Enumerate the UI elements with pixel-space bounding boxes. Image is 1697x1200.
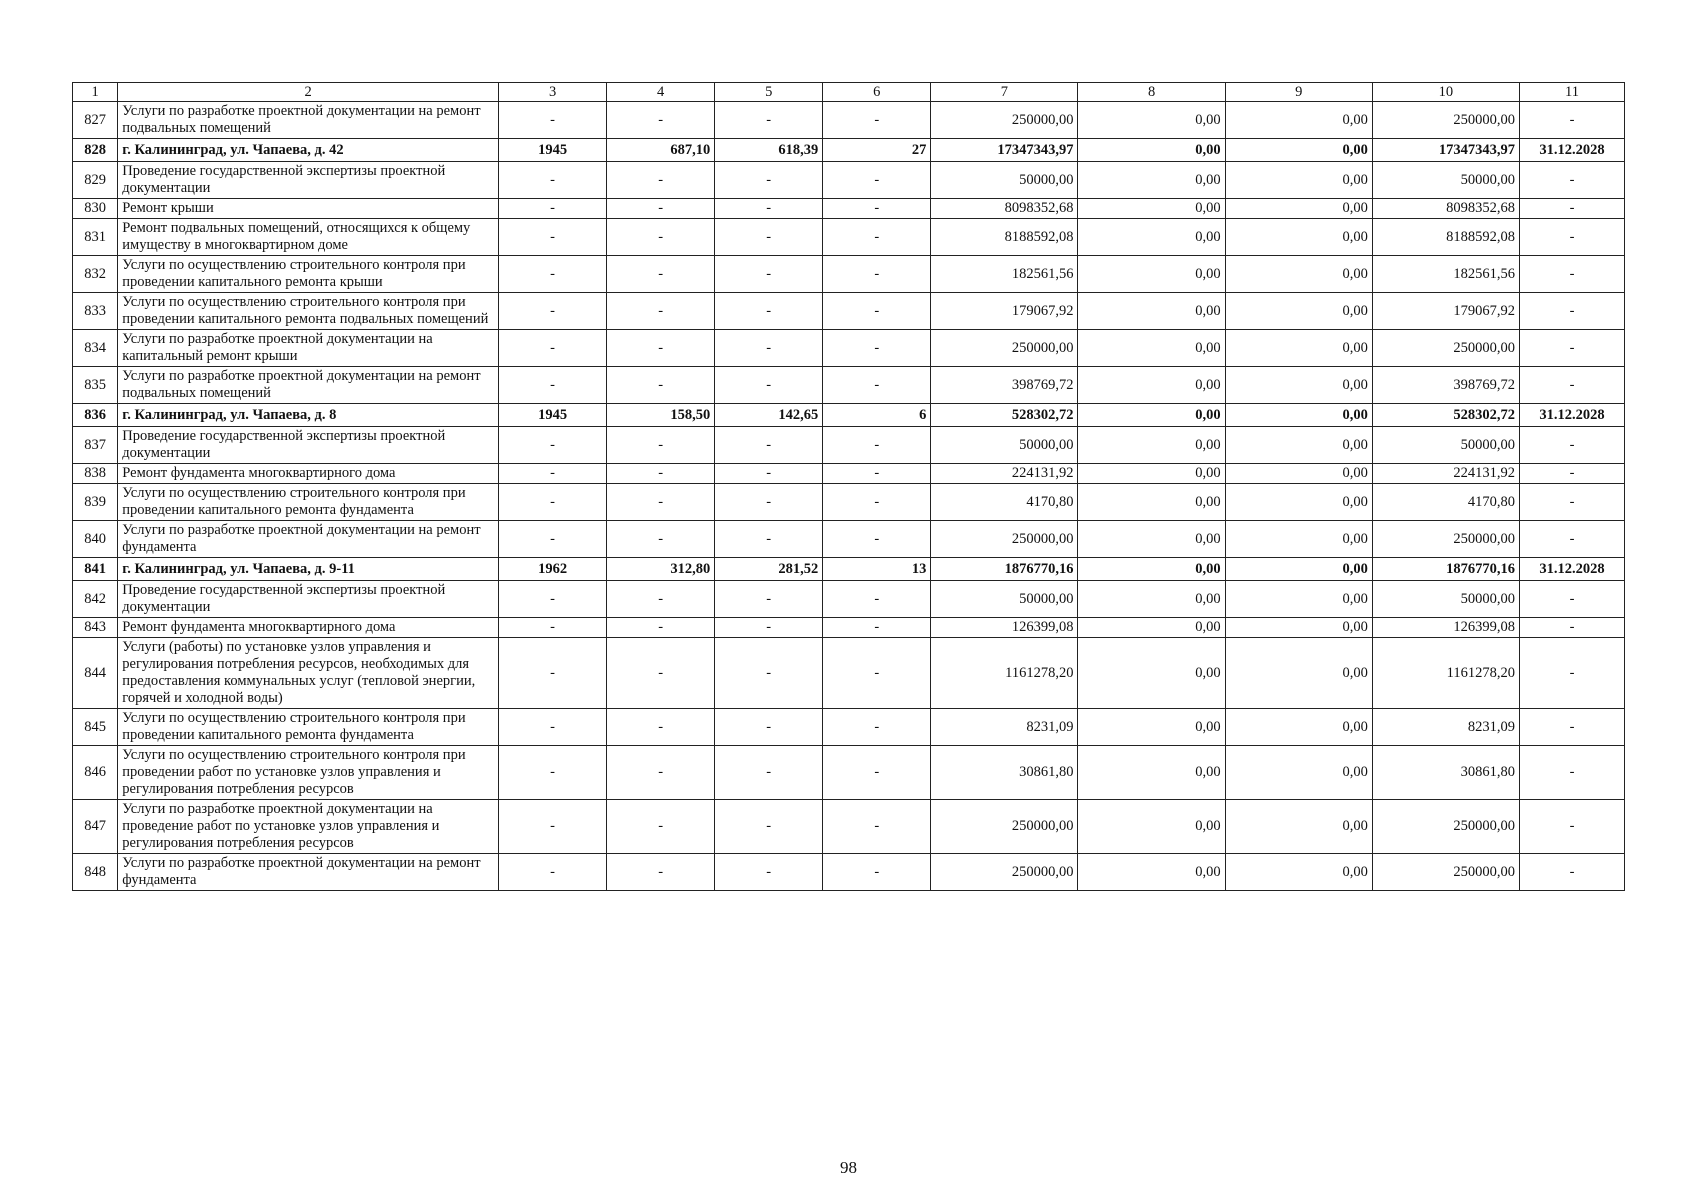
total-area-cell: - <box>607 618 715 638</box>
fund-federal-cell: 0,00 <box>1078 464 1225 484</box>
residents-cell: - <box>823 638 931 709</box>
residents-cell: - <box>823 162 931 199</box>
fund-regional-cell: 0,00 <box>1225 746 1372 800</box>
row-number-cell: 841 <box>73 558 118 581</box>
fund-regional-cell: 0,00 <box>1225 404 1372 427</box>
total-area-cell: - <box>607 427 715 464</box>
work-name-cell: Услуги по разработке проектной документации на капитальный ремонт крыши <box>118 330 499 367</box>
deadline-cell: - <box>1520 367 1625 404</box>
living-area-cell: - <box>715 256 823 293</box>
total-area-cell: - <box>607 330 715 367</box>
deadline-cell: - <box>1520 800 1625 854</box>
row-number-cell: 842 <box>73 581 118 618</box>
fund-owners-cell: 250000,00 <box>1372 330 1519 367</box>
build-year-cell: - <box>499 581 607 618</box>
fund-regional-cell: 0,00 <box>1225 367 1372 404</box>
fund-owners-cell: 1161278,20 <box>1372 638 1519 709</box>
work-name-cell: г. Калининград, ул. Чапаева, д. 42 <box>118 139 499 162</box>
fund-federal-cell: 0,00 <box>1078 139 1225 162</box>
living-area-cell: - <box>715 618 823 638</box>
address-row <box>73 404 1625 427</box>
work-name-cell: Проведение государственной экспертизы проектной документации <box>118 162 499 199</box>
col-header-1: 1 <box>73 83 118 102</box>
deadline-cell: - <box>1520 618 1625 638</box>
fund-regional-cell: 0,00 <box>1225 854 1372 891</box>
total-cost-cell: 8098352,68 <box>931 199 1078 219</box>
residents-cell: 6 <box>823 404 931 427</box>
fund-owners-cell: 528302,72 <box>1372 404 1519 427</box>
deadline-cell: - <box>1520 484 1625 521</box>
fund-owners-cell: 4170,80 <box>1372 484 1519 521</box>
row-number-cell: 833 <box>73 293 118 330</box>
fund-federal-cell: 0,00 <box>1078 199 1225 219</box>
build-year-cell: - <box>499 638 607 709</box>
total-cost-cell: 528302,72 <box>931 404 1078 427</box>
residents-cell: - <box>823 102 931 139</box>
total-cost-cell: 8231,09 <box>931 709 1078 746</box>
fund-federal-cell: 0,00 <box>1078 638 1225 709</box>
total-area-cell: - <box>607 464 715 484</box>
col-header-7: 7 <box>931 83 1078 102</box>
fund-regional-cell: 0,00 <box>1225 484 1372 521</box>
row-number-cell: 828 <box>73 139 118 162</box>
living-area-cell: - <box>715 219 823 256</box>
build-year-cell: - <box>499 199 607 219</box>
build-year-cell: 1945 <box>499 139 607 162</box>
work-name-cell: Ремонт крыши <box>118 199 499 219</box>
col-header-5: 5 <box>715 83 823 102</box>
deadline-cell: - <box>1520 330 1625 367</box>
build-year-cell: - <box>499 256 607 293</box>
living-area-cell: - <box>715 102 823 139</box>
fund-owners-cell: 224131,92 <box>1372 464 1519 484</box>
living-area-cell: 281,52 <box>715 558 823 581</box>
build-year-cell: - <box>499 464 607 484</box>
total-area-cell: 312,80 <box>607 558 715 581</box>
fund-federal-cell: 0,00 <box>1078 618 1225 638</box>
deadline-cell: - <box>1520 293 1625 330</box>
residents-cell: 27 <box>823 139 931 162</box>
fund-federal-cell: 0,00 <box>1078 102 1225 139</box>
living-area-cell: - <box>715 199 823 219</box>
build-year-cell: 1945 <box>499 404 607 427</box>
table-row <box>73 484 1625 521</box>
work-name-cell: Проведение государственной экспертизы проектной документации <box>118 427 499 464</box>
table-row <box>73 521 1625 558</box>
deadline-cell: 31.12.2028 <box>1520 139 1625 162</box>
residents-cell: - <box>823 746 931 800</box>
fund-regional-cell: 0,00 <box>1225 102 1372 139</box>
table-row <box>73 367 1625 404</box>
total-cost-cell: 17347343,97 <box>931 139 1078 162</box>
total-area-cell: - <box>607 581 715 618</box>
living-area-cell: - <box>715 521 823 558</box>
total-cost-cell: 8188592,08 <box>931 219 1078 256</box>
deadline-cell: - <box>1520 427 1625 464</box>
fund-regional-cell: 0,00 <box>1225 219 1372 256</box>
total-area-cell: - <box>607 800 715 854</box>
fund-federal-cell: 0,00 <box>1078 521 1225 558</box>
living-area-cell: - <box>715 581 823 618</box>
living-area-cell: - <box>715 484 823 521</box>
fund-owners-cell: 250000,00 <box>1372 521 1519 558</box>
row-number-cell: 835 <box>73 367 118 404</box>
work-name-cell: г. Калининград, ул. Чапаева, д. 9-11 <box>118 558 499 581</box>
work-name-cell: Услуги по осуществлению строительного контроля при проведении капитального ремонта фундамента <box>118 484 499 521</box>
work-name-cell: Услуги (работы) по установке узлов управления и регулирования потребления ресурсов, необходимых для предоставления коммунальных услуг (тепловой энергии, горячей и холодной воды) <box>118 638 499 709</box>
table-row <box>73 219 1625 256</box>
total-cost-cell: 250000,00 <box>931 800 1078 854</box>
fund-regional-cell: 0,00 <box>1225 521 1372 558</box>
fund-owners-cell: 50000,00 <box>1372 427 1519 464</box>
living-area-cell: - <box>715 464 823 484</box>
col-header-9: 9 <box>1225 83 1372 102</box>
total-area-cell: - <box>607 638 715 709</box>
col-header-10: 10 <box>1372 83 1519 102</box>
deadline-cell: - <box>1520 162 1625 199</box>
fund-regional-cell: 0,00 <box>1225 139 1372 162</box>
total-area-cell: - <box>607 367 715 404</box>
build-year-cell: - <box>499 484 607 521</box>
living-area-cell: 142,65 <box>715 404 823 427</box>
work-name-cell: Услуги по осуществлению строительного контроля при проведении капитального ремонта подвальных помещений <box>118 293 499 330</box>
deadline-cell: - <box>1520 199 1625 219</box>
fund-federal-cell: 0,00 <box>1078 404 1225 427</box>
address-row <box>73 139 1625 162</box>
row-number-cell: 836 <box>73 404 118 427</box>
fund-regional-cell: 0,00 <box>1225 427 1372 464</box>
work-name-cell: Ремонт фундамента многоквартирного дома <box>118 618 499 638</box>
fund-federal-cell: 0,00 <box>1078 709 1225 746</box>
living-area-cell: - <box>715 330 823 367</box>
fund-federal-cell: 0,00 <box>1078 800 1225 854</box>
table-row <box>73 581 1625 618</box>
work-name-cell: Услуги по осуществлению строительного контроля при проведении капитального ремонта крыши <box>118 256 499 293</box>
fund-owners-cell: 1876770,16 <box>1372 558 1519 581</box>
total-area-cell: - <box>607 162 715 199</box>
work-name-cell: Услуги по разработке проектной документации на ремонт фундамента <box>118 854 499 891</box>
work-name-cell: Услуги по разработке проектной документации на проведение работ по установке узлов управления и регулирования потребления ресурсов <box>118 800 499 854</box>
row-number-cell: 830 <box>73 199 118 219</box>
deadline-cell: - <box>1520 219 1625 256</box>
table-row <box>73 162 1625 199</box>
total-area-cell: 687,10 <box>607 139 715 162</box>
total-area-cell: - <box>607 219 715 256</box>
fund-federal-cell: 0,00 <box>1078 293 1225 330</box>
residents-cell: - <box>823 581 931 618</box>
fund-regional-cell: 0,00 <box>1225 256 1372 293</box>
col-header-3: 3 <box>499 83 607 102</box>
table-row <box>73 199 1625 219</box>
fund-regional-cell: 0,00 <box>1225 618 1372 638</box>
fund-owners-cell: 250000,00 <box>1372 854 1519 891</box>
fund-regional-cell: 0,00 <box>1225 162 1372 199</box>
row-number-cell: 839 <box>73 484 118 521</box>
works-table <box>72 82 1625 891</box>
total-cost-cell: 224131,92 <box>931 464 1078 484</box>
fund-federal-cell: 0,00 <box>1078 746 1225 800</box>
total-area-cell: - <box>607 746 715 800</box>
row-number-cell: 845 <box>73 709 118 746</box>
row-number-cell: 829 <box>73 162 118 199</box>
page-number: 98 <box>840 1158 857 1177</box>
table-row <box>73 256 1625 293</box>
table-row <box>73 746 1625 800</box>
residents-cell: - <box>823 484 931 521</box>
build-year-cell: - <box>499 219 607 256</box>
fund-regional-cell: 0,00 <box>1225 293 1372 330</box>
residents-cell: - <box>823 800 931 854</box>
build-year-cell: - <box>499 367 607 404</box>
build-year-cell: - <box>499 618 607 638</box>
total-cost-cell: 30861,80 <box>931 746 1078 800</box>
deadline-cell: - <box>1520 746 1625 800</box>
residents-cell: - <box>823 618 931 638</box>
work-name-cell: Услуги по осуществлению строительного контроля при проведении капитального ремонта фундамента <box>118 709 499 746</box>
residents-cell: - <box>823 427 931 464</box>
fund-owners-cell: 398769,72 <box>1372 367 1519 404</box>
living-area-cell: - <box>715 162 823 199</box>
column-number-header-row <box>73 83 1625 102</box>
living-area-cell: 618,39 <box>715 139 823 162</box>
build-year-cell: - <box>499 102 607 139</box>
row-number-cell: 846 <box>73 746 118 800</box>
build-year-cell: - <box>499 162 607 199</box>
residents-cell: - <box>823 293 931 330</box>
fund-federal-cell: 0,00 <box>1078 162 1225 199</box>
living-area-cell: - <box>715 709 823 746</box>
total-cost-cell: 250000,00 <box>931 330 1078 367</box>
table-row <box>73 800 1625 854</box>
work-name-cell: Услуги по осуществлению строительного контроля при проведении работ по установке узлов управления и регулирования потребления ресурсов <box>118 746 499 800</box>
fund-regional-cell: 0,00 <box>1225 464 1372 484</box>
total-area-cell: 158,50 <box>607 404 715 427</box>
living-area-cell: - <box>715 746 823 800</box>
fund-owners-cell: 17347343,97 <box>1372 139 1519 162</box>
build-year-cell: - <box>499 709 607 746</box>
fund-owners-cell: 30861,80 <box>1372 746 1519 800</box>
col-header-8: 8 <box>1078 83 1225 102</box>
col-header-4: 4 <box>607 83 715 102</box>
fund-federal-cell: 0,00 <box>1078 581 1225 618</box>
total-area-cell: - <box>607 854 715 891</box>
residents-cell: - <box>823 854 931 891</box>
living-area-cell: - <box>715 800 823 854</box>
total-cost-cell: 398769,72 <box>931 367 1078 404</box>
work-name-cell: Ремонт фундамента многоквартирного дома <box>118 464 499 484</box>
build-year-cell: - <box>499 427 607 464</box>
total-cost-cell: 50000,00 <box>931 162 1078 199</box>
residents-cell: - <box>823 521 931 558</box>
table-row <box>73 464 1625 484</box>
residents-cell: - <box>823 256 931 293</box>
total-area-cell: - <box>607 521 715 558</box>
deadline-cell: 31.12.2028 <box>1520 404 1625 427</box>
total-cost-cell: 182561,56 <box>931 256 1078 293</box>
row-number-cell: 840 <box>73 521 118 558</box>
fund-owners-cell: 126399,08 <box>1372 618 1519 638</box>
table-row <box>73 293 1625 330</box>
living-area-cell: - <box>715 367 823 404</box>
fund-regional-cell: 0,00 <box>1225 581 1372 618</box>
total-area-cell: - <box>607 709 715 746</box>
living-area-cell: - <box>715 293 823 330</box>
residents-cell: - <box>823 367 931 404</box>
total-cost-cell: 250000,00 <box>931 854 1078 891</box>
build-year-cell: - <box>499 854 607 891</box>
fund-federal-cell: 0,00 <box>1078 558 1225 581</box>
fund-federal-cell: 0,00 <box>1078 256 1225 293</box>
fund-owners-cell: 179067,92 <box>1372 293 1519 330</box>
col-header-2: 2 <box>118 83 499 102</box>
residents-cell: - <box>823 199 931 219</box>
deadline-cell: - <box>1520 521 1625 558</box>
residents-cell: - <box>823 330 931 367</box>
work-name-cell: г. Калининград, ул. Чапаева, д. 8 <box>118 404 499 427</box>
total-cost-cell: 1876770,16 <box>931 558 1078 581</box>
fund-federal-cell: 0,00 <box>1078 427 1225 464</box>
work-name-cell: Услуги по разработке проектной документации на ремонт подвальных помещений <box>118 367 499 404</box>
row-number-cell: 837 <box>73 427 118 464</box>
table-row <box>73 854 1625 891</box>
deadline-cell: - <box>1520 854 1625 891</box>
work-name-cell: Ремонт подвальных помещений, относящихся к общему имуществу в многоквартирном доме <box>118 219 499 256</box>
deadline-cell: - <box>1520 709 1625 746</box>
residents-cell: - <box>823 219 931 256</box>
build-year-cell: - <box>499 521 607 558</box>
residents-cell: - <box>823 464 931 484</box>
row-number-cell: 831 <box>73 219 118 256</box>
build-year-cell: - <box>499 800 607 854</box>
fund-regional-cell: 0,00 <box>1225 558 1372 581</box>
fund-federal-cell: 0,00 <box>1078 854 1225 891</box>
living-area-cell: - <box>715 854 823 891</box>
row-number-cell: 848 <box>73 854 118 891</box>
deadline-cell: - <box>1520 102 1625 139</box>
residents-cell: - <box>823 709 931 746</box>
build-year-cell: - <box>499 746 607 800</box>
deadline-cell: - <box>1520 256 1625 293</box>
table-row <box>73 709 1625 746</box>
work-name-cell: Услуги по разработке проектной документации на ремонт фундамента <box>118 521 499 558</box>
work-name-cell: Проведение государственной экспертизы проектной документации <box>118 581 499 618</box>
table-row <box>73 330 1625 367</box>
fund-owners-cell: 50000,00 <box>1372 581 1519 618</box>
build-year-cell: - <box>499 293 607 330</box>
total-cost-cell: 50000,00 <box>931 581 1078 618</box>
total-area-cell: - <box>607 102 715 139</box>
fund-regional-cell: 0,00 <box>1225 330 1372 367</box>
deadline-cell: - <box>1520 581 1625 618</box>
row-number-cell: 834 <box>73 330 118 367</box>
fund-owners-cell: 250000,00 <box>1372 800 1519 854</box>
build-year-cell: 1962 <box>499 558 607 581</box>
living-area-cell: - <box>715 427 823 464</box>
table-row <box>73 102 1625 139</box>
table-row <box>73 427 1625 464</box>
total-cost-cell: 250000,00 <box>931 521 1078 558</box>
fund-federal-cell: 0,00 <box>1078 367 1225 404</box>
total-area-cell: - <box>607 293 715 330</box>
total-cost-cell: 4170,80 <box>931 484 1078 521</box>
col-header-11: 11 <box>1520 83 1625 102</box>
fund-regional-cell: 0,00 <box>1225 800 1372 854</box>
fund-federal-cell: 0,00 <box>1078 484 1225 521</box>
table-row <box>73 638 1625 709</box>
fund-owners-cell: 8231,09 <box>1372 709 1519 746</box>
row-number-cell: 832 <box>73 256 118 293</box>
table-row <box>73 618 1625 638</box>
fund-owners-cell: 8188592,08 <box>1372 219 1519 256</box>
total-cost-cell: 1161278,20 <box>931 638 1078 709</box>
fund-owners-cell: 182561,56 <box>1372 256 1519 293</box>
col-header-6: 6 <box>823 83 931 102</box>
fund-federal-cell: 0,00 <box>1078 219 1225 256</box>
row-number-cell: 838 <box>73 464 118 484</box>
fund-owners-cell: 8098352,68 <box>1372 199 1519 219</box>
fund-owners-cell: 50000,00 <box>1372 162 1519 199</box>
living-area-cell: - <box>715 638 823 709</box>
total-cost-cell: 179067,92 <box>931 293 1078 330</box>
work-name-cell: Услуги по разработке проектной документации на ремонт подвальных помещений <box>118 102 499 139</box>
total-cost-cell: 50000,00 <box>931 427 1078 464</box>
fund-owners-cell: 250000,00 <box>1372 102 1519 139</box>
fund-regional-cell: 0,00 <box>1225 709 1372 746</box>
fund-regional-cell: 0,00 <box>1225 199 1372 219</box>
row-number-cell: 843 <box>73 618 118 638</box>
build-year-cell: - <box>499 330 607 367</box>
fund-federal-cell: 0,00 <box>1078 330 1225 367</box>
deadline-cell: - <box>1520 464 1625 484</box>
total-cost-cell: 250000,00 <box>931 102 1078 139</box>
total-area-cell: - <box>607 484 715 521</box>
row-number-cell: 847 <box>73 800 118 854</box>
address-row <box>73 558 1625 581</box>
residents-cell: 13 <box>823 558 931 581</box>
deadline-cell: 31.12.2028 <box>1520 558 1625 581</box>
total-area-cell: - <box>607 256 715 293</box>
row-number-cell: 844 <box>73 638 118 709</box>
row-number-cell: 827 <box>73 102 118 139</box>
total-area-cell: - <box>607 199 715 219</box>
fund-regional-cell: 0,00 <box>1225 638 1372 709</box>
total-cost-cell: 126399,08 <box>931 618 1078 638</box>
deadline-cell: - <box>1520 638 1625 709</box>
